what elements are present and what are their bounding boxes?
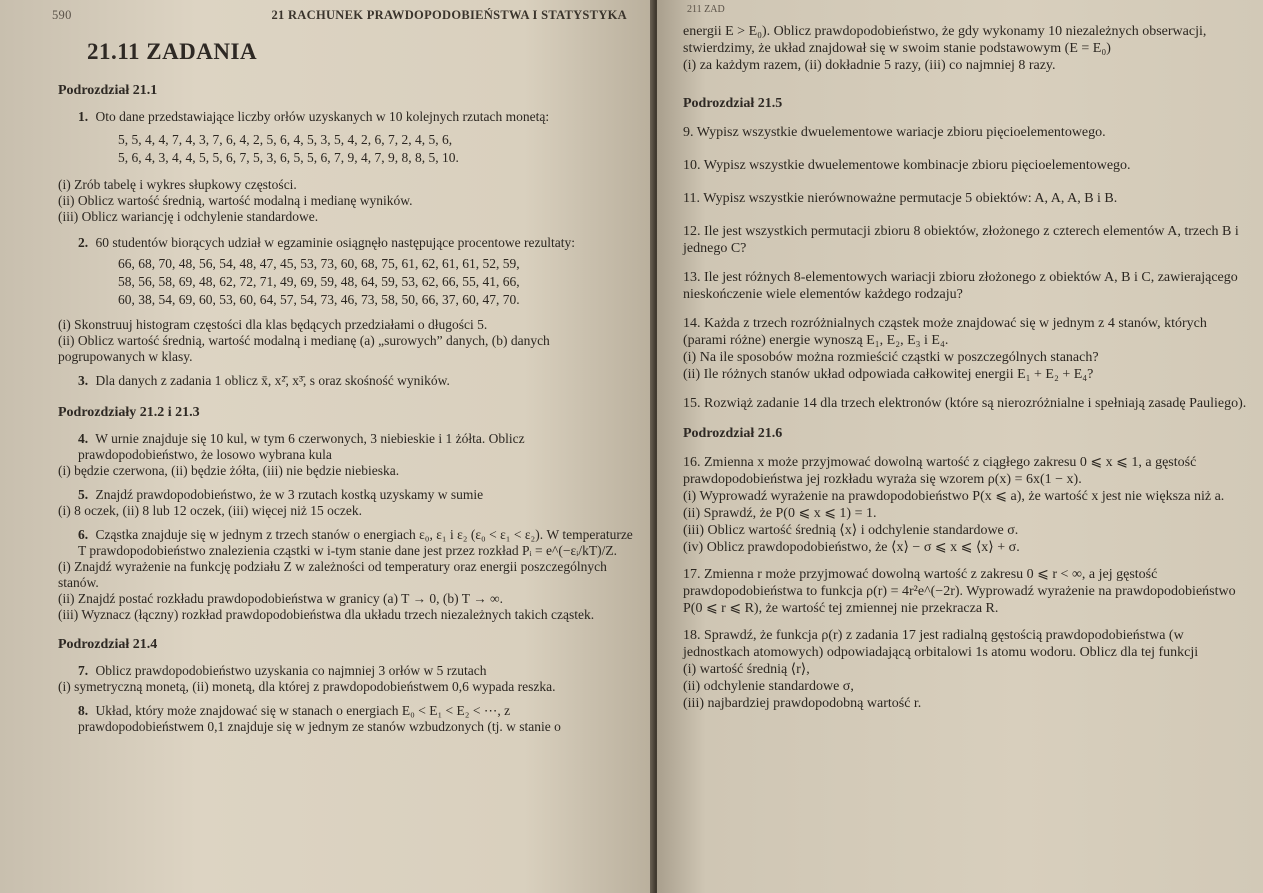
exercise-text: W urnie znajduje się 10 kul, w tym 6 czerwonych, 3 niebieskie i 1 żółta. Oblicz prawdopodobieństwo, że losowo wybrana kula [78,431,525,462]
subitem: (i) Na ile sposobów można rozmieścić cząstki w poszczególnych stanach? [683,350,1099,365]
subitem: (ii) Znajdź postać rozkładu prawdopodobieństwa w granicy (a) T → 0, (b) T → ∞. [58,591,504,606]
exercise-12: 12. Ile jest wszystkich permutacji zbioru 8 obiektów, złożonego z czterech elementów A, trzech B i jednego C? [683,224,1239,256]
exercise-number: 6. [78,527,89,542]
exercise-8-continued [683,23,1249,74]
subitem: (i) Znajdź wyrażenie na funkcję podziału Z w zależności od temperatury oraz energii poszczególnych stanów. [58,559,607,590]
exercise-18 [673,627,1249,712]
subitem: (ii) Oblicz wartość średnią, wartość modalną i medianę wyników. [58,193,413,208]
exercise-16 [673,454,1249,556]
subitem: (i) będzie czerwona, (ii) będzie żółta, (iii) nie będzie niebieska. [58,463,400,478]
exercise-9: 9. Wypisz wszystkie dwuelementowe wariacje zbioru pięcioelementowego. [683,125,1106,140]
subitem: (i) Skonstruuj histogram częstości dla klas będących przedziałami o długości 5. [58,317,488,332]
data-line: 60, 38, 54, 69, 60, 53, 60, 64, 57, 54, 73, 46, 73, 58, 50, 66, 37, 60, 47, 70. [118,292,520,307]
exercise-number: 2. [78,235,89,250]
exercise-5 [32,487,637,519]
subsection-heading: Podrozdział 21.6 [683,426,783,441]
right-page [657,0,1263,893]
exercise-14 [673,315,1249,383]
subitem: (i) Wyprowadź wyrażenie na prawdopodobieństwo P(x ⩽ a), że wartość x jest nie większa niż a. [683,489,1225,504]
exercise-text: 14. Każda z trzech rozróżnialnych cząstek może znajdować się w jednym z 4 stanów, których (parami różne) energie wynoszą E₁, E₂, E₃ i E₄. [683,316,1207,348]
data-line: 5, 5, 4, 4, 7, 4, 3, 7, 6, 4, 2, 5, 6, 4, 5, 3, 5, 4, 2, 6, 7, 2, 4, 5, 6, [118,132,453,147]
exercise-text: 16. Zmienna x może przyjmować dowolną wartość z ciągłego zakresu 0 ⩽ x ⩽ 1, a gęstość prawdopodobieństwa jej rozkładu wyraża się wzorem ρ(x) = 6x(1 − x). [683,455,1197,487]
exercise-text: energii E > E₀). Oblicz prawdopodobieństwo, że gdy wykonamy 10 niezależnych obserwacji, stwierdzimy, że układ znajdował się w swoim stanie podstawowym (E = E₀) [683,24,1207,56]
exercise-text: 60 studentów biorących udział w egzaminie osiągnęło następujące procentowe rezultaty: [95,235,575,250]
subsection-heading: Podrozdział 21.4 [58,637,158,652]
exercise-17: 17. Zmienna r może przyjmować dowolną wartość z zakresu 0 ⩽ r < ∞, a jej gęstość prawdopodobieństwa to funkcja ρ(r) = 4r²e^(−2r). Wyprowadź wyrażenie na prawdopodobieństwo P(0 ⩽ r ⩽ R), że wartość tej zmiennej nie przekracza R. [683,567,1236,616]
exercise-2 [32,235,637,365]
exercise-6 [32,527,637,623]
running-head [52,8,627,23]
section-title: 21.11 ZADANIA [87,39,258,64]
subitem: (i) symetryczną monetą, (ii) monetą, dla której z prawdopodobieństwem 0,6 wypada reszka. [58,679,556,694]
exercise-text: 18. Sprawdź, że funkcja ρ(r) z zadania 17 jest radialną gęstością prawdopodobieństwa (w jednostkach atomowych) odpowiadającą orbitalowi 1s atomu wodoru. Oblicz dla tej funkcji [683,628,1199,660]
exercise-text: Dla danych z zadania 1 oblicz x̄, x²̄, x³̄, s oraz skośność wyników. [95,373,450,388]
subitem: (ii) Oblicz wartość średnią, wartość modalną i medianę (a) „surowych” danych, (b) danych pogrupowanych w klasy. [58,333,550,364]
exercise-number: 7. [78,663,89,678]
page-number: 590 [52,8,72,22]
exercise-11: 11. Wypisz wszystkie nierównoważne permutacje 5 obiektów: A, A, A, B i B. [683,191,1118,206]
exercise-text: Oto dane przedstawiające liczby orłów uzyskanych w 10 kolejnych rzutach monetą: [95,109,550,124]
exercise-number: 5. [78,487,89,502]
subitem: (ii) Sprawdź, że P(0 ⩽ x ⩽ 1) = 1. [683,506,877,521]
subitem: (i) wartość średnią ⟨r⟩, [683,662,810,677]
exercise-number: 1. [78,109,89,124]
subitem: (ii) Ile różnych stanów układ odpowiada całkowitej energii E₁ + E₂ + E₄? [683,367,1094,382]
exercise-4 [32,431,637,479]
subsection-heading: Podrozdział 21.5 [683,96,783,111]
exercise-text: Układ, który może znajdować się w stanach o energiach E₀ < E₁ < E₂ < ⋯, z prawdopodobieństwem 0,1 znajduje się w jednym ze stanów wzbudzonych (tj. w stanie o [78,703,561,734]
exercise-8 [32,703,637,735]
data-line: 66, 68, 70, 48, 56, 54, 48, 47, 45, 53, 73, 60, 68, 75, 61, 62, 61, 61, 52, 59, [118,256,520,271]
data-line: 5, 6, 4, 3, 4, 4, 5, 5, 6, 7, 5, 3, 6, 5, 5, 6, 7, 9, 4, 7, 9, 8, 8, 5, 10. [118,150,459,165]
subitem: (iii) Wyznacz (łączny) rozkład prawdopodobieństwa dla układu trzech niezależnych takich cząstek. [58,607,595,622]
subitem: (iii) Oblicz wartość średnią ⟨x⟩ i odchylenie standardowe σ. [683,523,1019,538]
subitem: (i) 8 oczek, (ii) 8 lub 12 oczek, (iii) więcej niż 15 oczek. [58,503,363,518]
running-head-fragment: 211 ZAD [687,4,725,15]
exercise-7 [32,663,637,695]
exercise-text: Oblicz prawdopodobieństwo uzyskania co najmniej 3 orłów w 5 rzutach [95,663,487,678]
subitem: (i) za każdym razem, (ii) dokładnie 5 razy, (iii) co najmniej 8 razy. [683,58,1056,73]
exercise-number: 8. [78,703,89,718]
exercise-number: 3. [78,373,89,388]
exercise-number: 4. [78,431,89,446]
exercise-13: 13. Ile jest różnych 8-elementowych wariacji zbioru złożonego z obiektów A, B i C, zawierającego nieskończenie wiele elementów każdego rodzaju? [683,270,1238,302]
data-line: 58, 56, 58, 69, 48, 62, 72, 71, 49, 69, 59, 48, 64, 59, 53, 62, 66, 55, 41, 66, [118,274,520,289]
subitem: (iii) Oblicz wariancję i odchylenie standardowe. [58,209,319,224]
subitem: (ii) odchylenie standardowe σ, [683,679,854,694]
running-head-title: 21 RACHUNEK PRAWDOPODOBIEŃSTWA I STATYSTYKA [271,8,627,22]
exercise-text: Znajdź prawdopodobieństwo, że w 3 rzutach kostką uzyskamy w sumie [95,487,484,502]
subsection-heading: Podrozdział 21.1 [58,83,158,98]
exercise-1 [32,109,637,225]
exercise-3 [32,373,637,389]
subitem: (iii) najbardziej prawdopodobną wartość r. [683,696,922,711]
exercise-text: Cząstka znajduje się w jednym z trzech stanów o energiach ε₀, ε₁ i ε₂ (ε₀ < ε₁ < ε₂). W temperaturze T prawdopodobieństwo znalezienia cząstki w i-tym stanie dane jest przez rozkład Pᵢ = e^(−εᵢ/kT)/Z. [78,527,633,558]
subitem: (iv) Oblicz prawdopodobieństwo, że ⟨x⟩ − σ ⩽ x ⩽ ⟨x⟩ + σ. [683,540,1020,555]
exercise-10: 10. Wypisz wszystkie dwuelementowe kombinacje zbioru pięcioelementowego. [683,158,1131,173]
exercise-15: 15. Rozwiąż zadanie 14 dla trzech elektronów (które są nierozróżnialne i spełniają zasadę Pauliego). [683,396,1247,411]
subsection-heading: Podrozdziały 21.2 i 21.3 [58,405,200,420]
subitem: (i) Zrób tabelę i wykres słupkowy częstości. [58,177,297,192]
